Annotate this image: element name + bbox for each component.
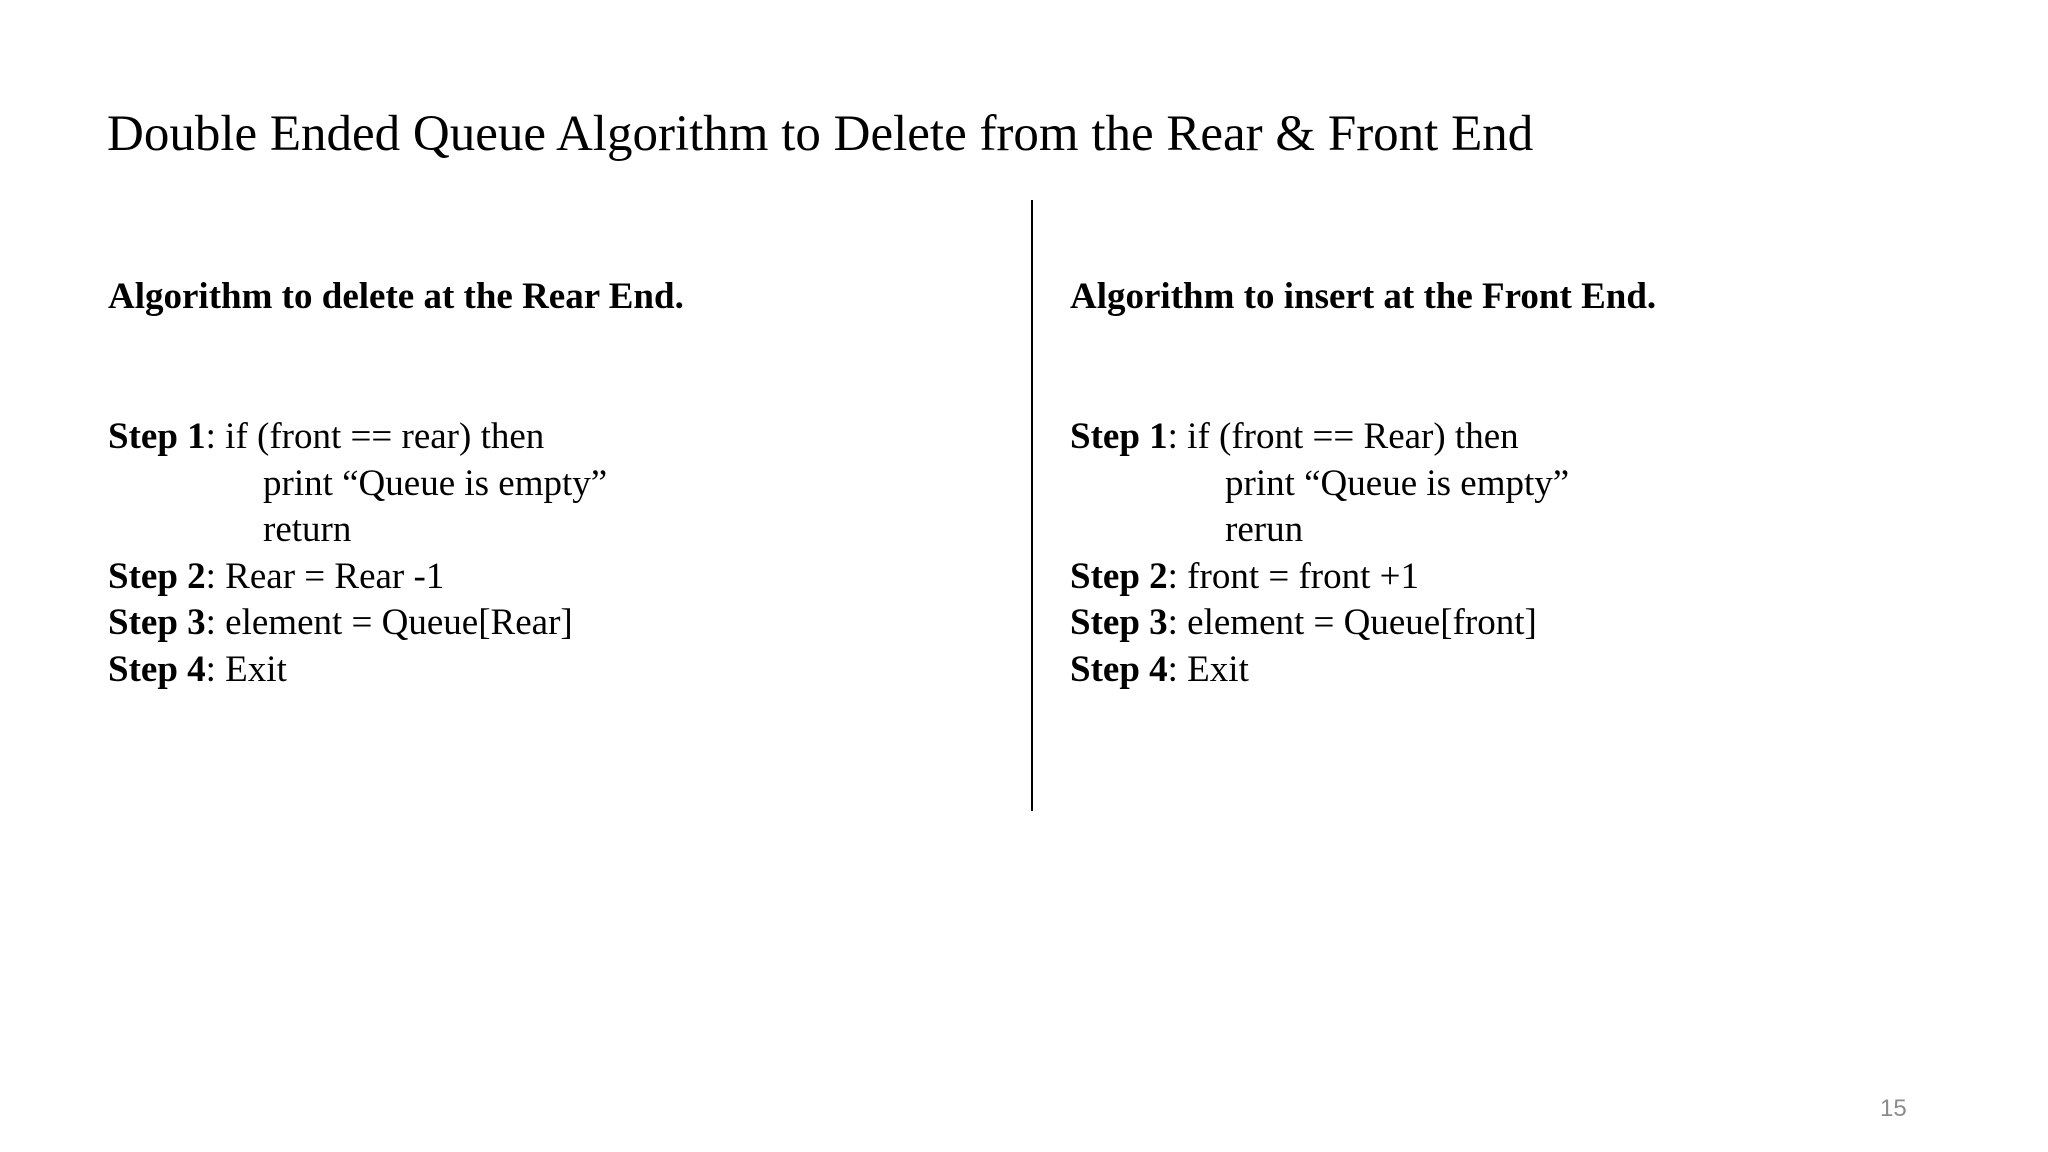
step-label: Step 4 xyxy=(1070,648,1168,690)
step-text: : Exit xyxy=(1167,648,1249,690)
left-step-4 xyxy=(108,647,988,694)
right-step-4 xyxy=(1070,647,1950,694)
step-text: : Exit xyxy=(205,648,287,690)
step-text: : front = front +1 xyxy=(1167,555,1420,597)
step-label: Step 1 xyxy=(108,416,206,457)
slide-title: Double Ended Queue Algorithm to Delete from the Rear & Front End xyxy=(107,106,1534,162)
left-step-1-return: return xyxy=(263,509,352,550)
right-step-1 xyxy=(1070,414,1950,461)
step-text: : element = Queue[front] xyxy=(1167,602,1537,643)
step-label: Step 2 xyxy=(1070,555,1168,597)
left-step-1-print: print “Queue is empty” xyxy=(263,462,608,504)
step-label: Step 3 xyxy=(108,602,206,643)
right-step-1-print: print “Queue is empty” xyxy=(1225,462,1570,504)
step-text: : if (front == Rear) then xyxy=(1167,416,1519,457)
page-number: 15 xyxy=(1880,1095,1907,1122)
step-label: Step 3 xyxy=(1070,602,1168,643)
step-text: : element = Queue[Rear] xyxy=(205,602,573,643)
right-step-2 xyxy=(1070,554,1950,601)
right-step-1-rerun: rerun xyxy=(1225,509,1304,550)
right-algorithm-column xyxy=(1070,272,1950,693)
right-algorithm-heading: Algorithm to insert at the Front End. xyxy=(1070,276,1657,317)
step-label: Step 1 xyxy=(1070,416,1168,457)
left-algorithm-heading: Algorithm to delete at the Rear End. xyxy=(108,276,684,317)
right-step-3 xyxy=(1070,600,1950,647)
step-label: Step 2 xyxy=(108,555,206,597)
step-text: : if (front == rear) then xyxy=(205,416,545,457)
left-step-2 xyxy=(108,554,988,601)
left-step-3 xyxy=(108,600,988,647)
column-divider xyxy=(1031,200,1033,811)
left-algorithm-column xyxy=(108,272,988,693)
right-steps xyxy=(1070,414,1950,693)
step-text: : Rear = Rear -1 xyxy=(205,555,445,597)
step-label: Step 4 xyxy=(108,648,206,690)
left-steps xyxy=(108,414,988,693)
left-step-1 xyxy=(108,414,988,461)
